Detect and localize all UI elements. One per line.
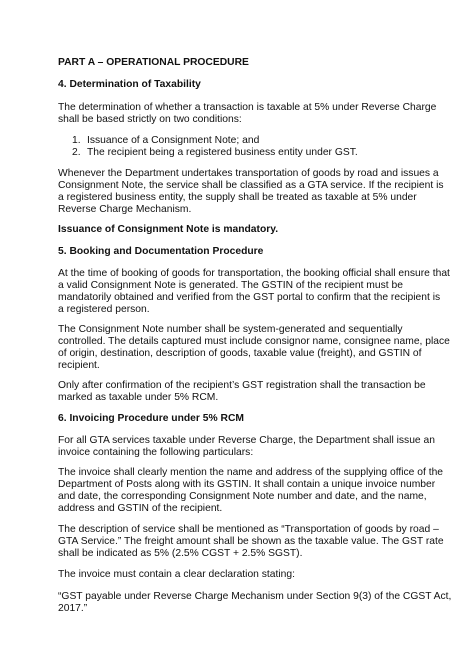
s5-p1-line: At the time of booking of goods for transportation, the booking official shall ensure that	[58, 268, 450, 279]
s5-p2-line: of origin, destination, description of goods, taxable value (freight), and GSTIN of	[58, 348, 422, 359]
s6-p1-line: invoice containing the following particulars:	[58, 447, 254, 458]
s4-intro-line: shall be based strictly on two conditions:	[58, 114, 242, 125]
s6-p3-line: GTA Service.” The freight amount shall be shown as the taxable value. The GST rate	[58, 536, 444, 547]
condition-number: 2.	[72, 147, 81, 158]
condition-number: 1.	[72, 135, 81, 146]
s6-p2-line: and date, the corresponding Consignment Note number and date, and the name,	[58, 491, 427, 502]
s6-p4-line: The invoice must contain a clear declaration stating:	[58, 569, 295, 580]
s5-p3-line: marked as taxable under 5% RCM.	[58, 392, 219, 403]
s5-p1-line: a registered person.	[58, 304, 150, 315]
s6-declaration-line: “GST payable under Reverse Charge Mechanism under Section 9(3) of the CGST Act,	[58, 591, 452, 602]
condition-text: The recipient being a registered business entity under GST.	[87, 147, 358, 158]
s6-p3-line: shall be indicated as 5% (2.5% CGST + 2.5% SGST).	[58, 548, 303, 559]
s6-p1-line: For all GTA services taxable under Reverse Charge, the Department shall issue an	[58, 435, 435, 446]
s6-p2-line: address and GSTIN of the recipient.	[58, 503, 223, 514]
s6-p2-line: The invoice shall clearly mention the name and address of the supplying office of the	[58, 467, 444, 478]
s4-para-line: Whenever the Department undertakes transportation of goods by road and issues a	[58, 168, 439, 179]
s4-intro-line: The determination of whether a transaction is taxable at 5% under Reverse Charge	[58, 102, 437, 113]
s5-p1-line: a valid Consignment Note is generated. The GSTIN of the recipient must be	[58, 280, 403, 291]
s6-p3-line: The description of service shall be mentioned as “Transportation of goods by road –	[58, 524, 439, 535]
s5-p2-line: The Consignment Note number shall be system-generated and sequentially	[58, 324, 403, 335]
s5-p3-line: Only after confirmation of the recipient’s GST registration shall the transaction be	[58, 380, 426, 391]
s4-bold-note: Issuance of Consignment Note is mandatory.	[58, 224, 279, 235]
section-4-heading: 4. Determination of Taxability	[58, 79, 201, 90]
section-6-heading: 6. Invoicing Procedure under 5% RCM	[58, 413, 244, 424]
s5-p2-line: recipient.	[58, 360, 100, 371]
s6-p2-line: Department of Posts along with its GSTIN. It shall contain a unique invoice number	[58, 479, 436, 490]
s4-para-line: a registered business entity, the supply shall be treated as taxable at 5% under	[58, 192, 417, 203]
s4-para-line: Reverse Charge Mechanism.	[58, 204, 192, 215]
s5-p1-line: mandatorily obtained and verified from the GST portal to confirm that the recipient is	[58, 292, 441, 303]
condition-text: Issuance of a Consignment Note; and	[87, 135, 260, 146]
s6-declaration-line: 2017.”	[58, 603, 88, 614]
s4-para-line: Consignment Note, the service shall be classified as a GTA service. If the recipient is	[58, 180, 444, 191]
s5-p2-line: controlled. The details captured must include consignor name, consignee name, place	[58, 336, 450, 347]
section-5-heading: 5. Booking and Documentation Procedure	[58, 246, 264, 257]
part-heading: PART A – OPERATIONAL PROCEDURE	[58, 57, 249, 68]
